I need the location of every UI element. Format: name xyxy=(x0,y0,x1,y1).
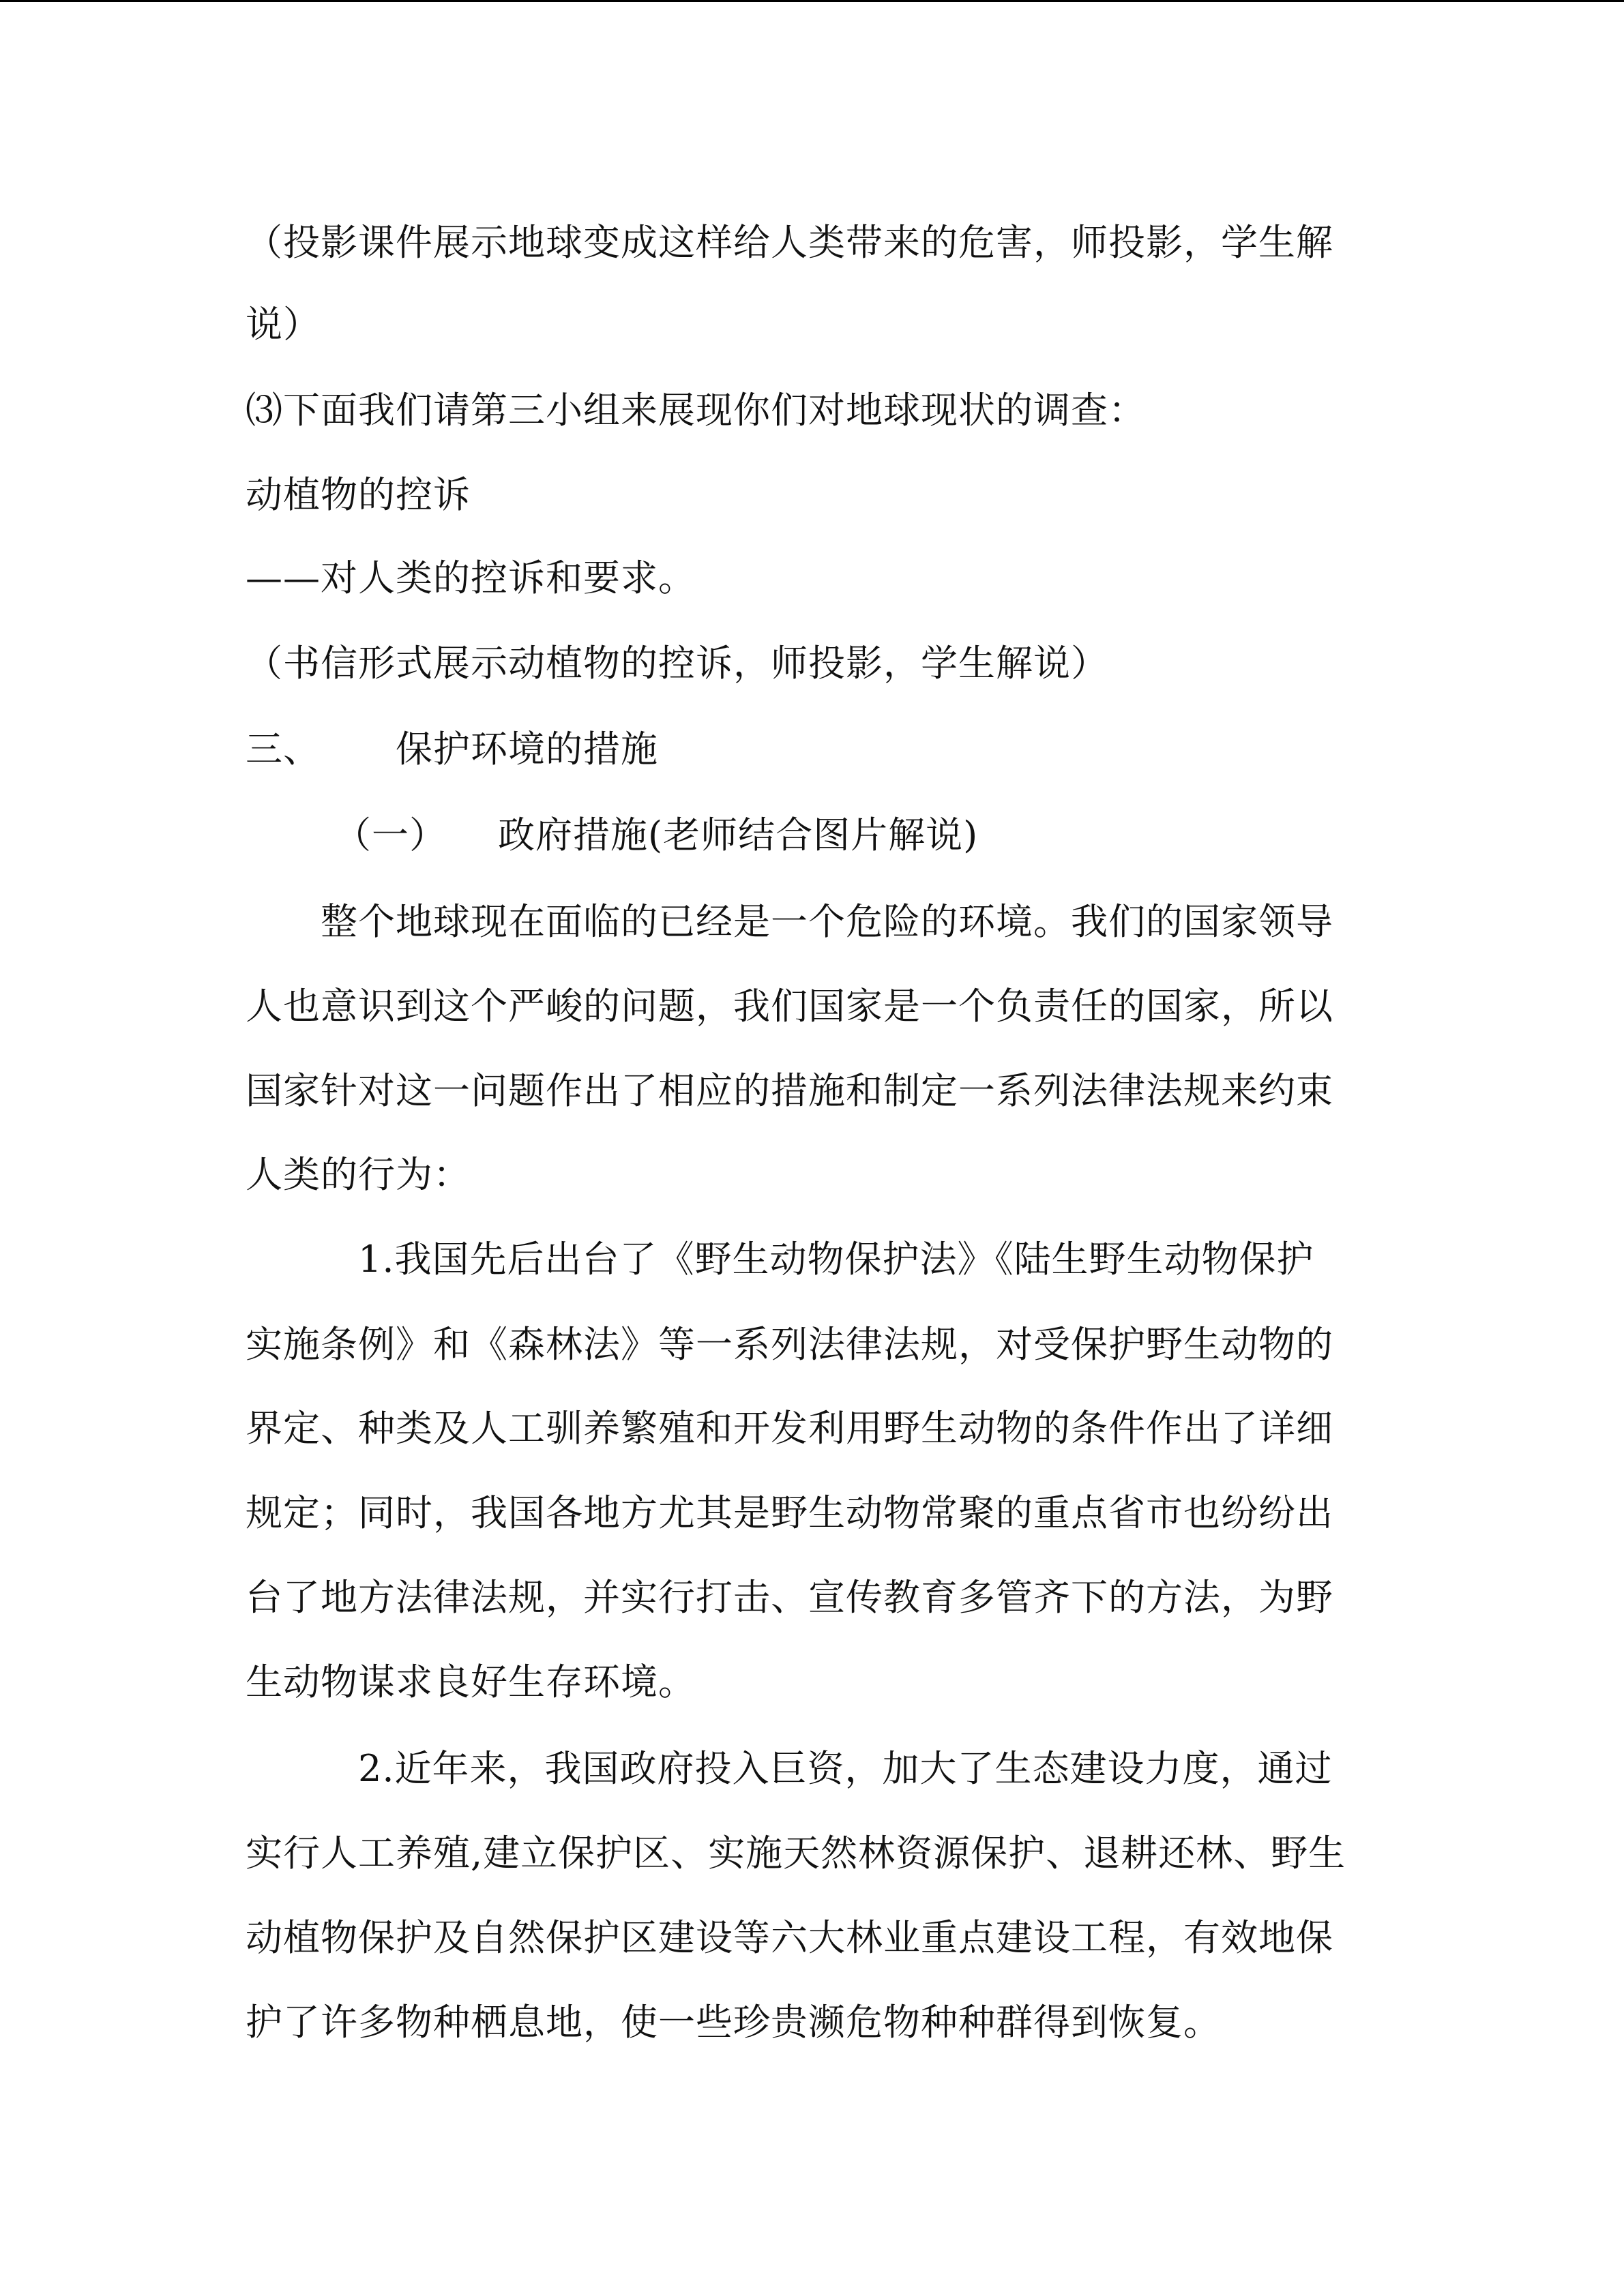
section-heading-3 xyxy=(246,725,658,774)
intro-paragraph-line-1: 整个地球现在面临的已经是一个危险的环境。我们的国家领导 xyxy=(321,900,1333,943)
item-1-line-5: 台了地方法律法规，并实行打击、宣传教育多管齐下的方法，为野 xyxy=(246,1576,1333,1619)
intro-paragraph-line-3: 国家针对这一问题作出了相应的措施和制定一系列法律法规来约束 xyxy=(246,1069,1333,1112)
item-2-line-4: 护了许多物种栖息地，使一些珍贵濒危物种种群得到恢复。 xyxy=(246,2001,1221,2044)
subsection-title: 政府措施(老师结合图片解说) xyxy=(498,814,979,856)
complaint-subtitle: ——对人类的控诉和要求。 xyxy=(246,556,696,599)
intro-paragraph-line-4: 人类的行为： xyxy=(246,1153,471,1196)
document-page xyxy=(246,0,1364,2296)
complaint-title: 动植物的控诉 xyxy=(246,473,471,516)
section-number: 三、 xyxy=(246,728,321,771)
item-1-line-3: 界定、种类及人工驯养繁殖和开发利用野生动物的条件作出了详细 xyxy=(246,1407,1333,1450)
item-1-line-6: 生动物谋求良好生存环境。 xyxy=(246,1660,696,1703)
subsection-number: （一） xyxy=(334,814,447,856)
section-title: 保护环境的措施 xyxy=(396,728,658,771)
group-three-intro: ⑶下面我们请第三小组来展现你们对地球现状的调查： xyxy=(246,389,1146,432)
item-1-line-4: 规定；同时，我国各地方尤其是野生动物常聚的重点省市也纷纷出 xyxy=(246,1491,1333,1534)
intro-paragraph-line-2: 人也意识到这个严峻的问题，我们国家是一个负责任的国家，所以 xyxy=(246,985,1333,1028)
item-1-line-1: 1.我国先后出台了《野生动物保护法》《陆生野生动物保护 xyxy=(358,1238,1314,1281)
projection-note-line-2: 说） xyxy=(246,303,321,346)
item-2-line-2: 实行人工养殖,建立保护区、实施天然林资源保护、退耕还林、野生 xyxy=(246,1832,1346,1875)
subsection-heading-1 xyxy=(334,811,978,860)
projection-note-line-1: （投影课件展示地球变成这样给人类带来的危害，师投影，学生解 xyxy=(246,221,1333,264)
letter-note: （书信形式展示动植物的控诉，师投影，学生解说） xyxy=(246,642,1108,685)
item-1-line-2: 实施条例》和《森林法》等一系列法律法规，对受保护野生动物的 xyxy=(246,1323,1333,1366)
item-2-line-1: 2.近年来，我国政府投入巨资，加大了生态建设力度，通过 xyxy=(358,1747,1333,1790)
item-2-line-3: 动植物保护及自然保护区建设等六大林业重点建设工程，有效地保 xyxy=(246,1916,1333,1959)
